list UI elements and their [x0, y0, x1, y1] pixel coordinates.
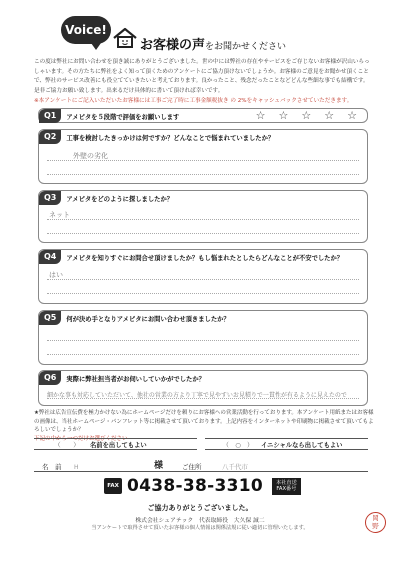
name-seal: [365, 512, 386, 533]
fax-contact: [104, 476, 301, 496]
thanks-message: ご協力ありがとうございました。: [147, 504, 253, 512]
question-6: [38, 370, 368, 406]
question-number: Q4: [39, 250, 61, 264]
answer-line: [47, 293, 359, 294]
answer-line: [47, 219, 359, 220]
voice-badge: Voice!: [61, 16, 111, 44]
question-number: Q5: [39, 311, 61, 325]
cashback-note: ※本アンケートにご記入いただいたお客様には工事ご完了時に工事金額税抜き の 2%をキャッシュバックさせていただきます。: [34, 98, 353, 104]
option-label: 名前を出してもよい: [90, 441, 147, 449]
address-field[interactable]: 八千代市: [222, 463, 248, 471]
page-title: [140, 34, 286, 53]
question-text: 何が決め手となりアメピタにお問い合わせ頂きましたか？: [66, 315, 230, 323]
name-label: 名 前: [42, 463, 62, 471]
title-sub: をお聞かせください: [205, 42, 287, 52]
option-checkbox[interactable]: （ ○ ）: [222, 441, 254, 449]
answer-text[interactable]: はい: [49, 271, 63, 279]
fax-number: 0438-38-3310: [127, 476, 263, 496]
answer-text[interactable]: 細かな事も対応していただいて、他社の営業の方より丁寧で見やすいお見積りで一貫性が有るように見えたので: [47, 392, 347, 399]
consent-body: ★弊社は広告宣伝費を極力かけない為にホームページだけを頼りにお客様への営業活動を行っております。本アンケート用紙またはお客様の画像は、当社ホームページ・パンフレット等に掲載させて頂いております。上記内容をインターネットや印刷物に掲載させて頂いてもよろしいでしょうか？: [34, 410, 374, 433]
star-icon[interactable]: ☆: [324, 109, 335, 122]
answer-line: [47, 233, 359, 234]
option-label: イニシャルなら出してもよい: [261, 441, 343, 449]
company-info: 株式会社シェアテック 代表取締役 大久保 誠二: [135, 518, 265, 524]
question-text: アメピタをどのように探しましたか？: [66, 195, 174, 203]
answer-line: [47, 279, 359, 280]
house-icon: [112, 27, 138, 49]
question-number: Q6: [39, 371, 61, 385]
answer-line: [47, 354, 359, 355]
fax-icon: FAX: [104, 478, 122, 494]
fax-badge: [272, 478, 301, 495]
question-number: Q3: [39, 191, 61, 205]
star-icon[interactable]: ☆: [347, 109, 357, 122]
star-icon[interactable]: ☆: [301, 109, 312, 122]
rating-stars[interactable]: [256, 110, 357, 122]
question-4: [38, 249, 368, 304]
consent-options: [34, 435, 368, 450]
seal-char: 野: [372, 521, 379, 530]
question-1: [38, 108, 368, 123]
question-text: 工事を検討したきっかけは何ですか？どんなことで悩まれていましたか？: [66, 134, 275, 142]
question-2: [38, 129, 368, 184]
option-initials-ok[interactable]: [205, 438, 368, 450]
star-icon[interactable]: ☆: [278, 109, 289, 122]
intro-text: この度は弊社にお問い合わせを頂き誠にありがとうございました。世の中には弊社の存在やサービスをご存じないお客様が沢山いらっしゃいます。その方たちに弊社をよく知って頂くためのアンケートにご協力頂けないでしょうか。お客様のご意見をお聞かせ頂くことで、弊社のサービス改善にも役立てていきたいと考えております。良かったこと、残念だったことなどどんな些細な事でも結構です。是非ご協力お願い致します。出来るだけ具体的に書いて頂ければ幸いです。: [34, 59, 370, 94]
question-text: アメピタを５段階で評価をお願いします: [66, 113, 180, 121]
question-text: アメピタを知りすぐにお問合せ頂けましたか？もし悩まれたとしたらどんなことが不安でしたか？: [66, 254, 344, 262]
consent-instruction: 下記の中から一つだけお選びください: [34, 435, 128, 442]
answer-text[interactable]: ネット: [49, 211, 70, 219]
question-5: [38, 310, 368, 365]
option-name-ok[interactable]: [34, 435, 197, 450]
answer-line: [47, 340, 359, 341]
fax-badge-line1: 本社直送: [276, 479, 297, 486]
star-icon[interactable]: ☆: [255, 109, 266, 122]
question-text: 実際に弊社担当者がお伺いしていかがでしたか？: [66, 375, 205, 383]
question-3: [38, 190, 368, 243]
name-field[interactable]: H: [74, 464, 79, 471]
question-number: Q2: [39, 130, 61, 144]
seal-char: 岡: [372, 514, 379, 522]
answer-line: [47, 174, 359, 175]
privacy-note: 当アンケートで取得させて頂いたお客様の個人情報は関係法規に従い適切に管理いたします。: [91, 525, 309, 531]
question-number: Q1: [39, 109, 61, 123]
answer-text[interactable]: 外壁の劣化: [73, 152, 108, 160]
option-checkbox[interactable]: （ ）: [54, 441, 80, 449]
title-main: お客様の声: [140, 38, 206, 53]
address-label: ご住所: [182, 463, 202, 471]
customer-info-row: [34, 456, 368, 472]
honorific: 様: [154, 461, 164, 471]
fax-badge-line2: FAX番号: [276, 486, 297, 492]
